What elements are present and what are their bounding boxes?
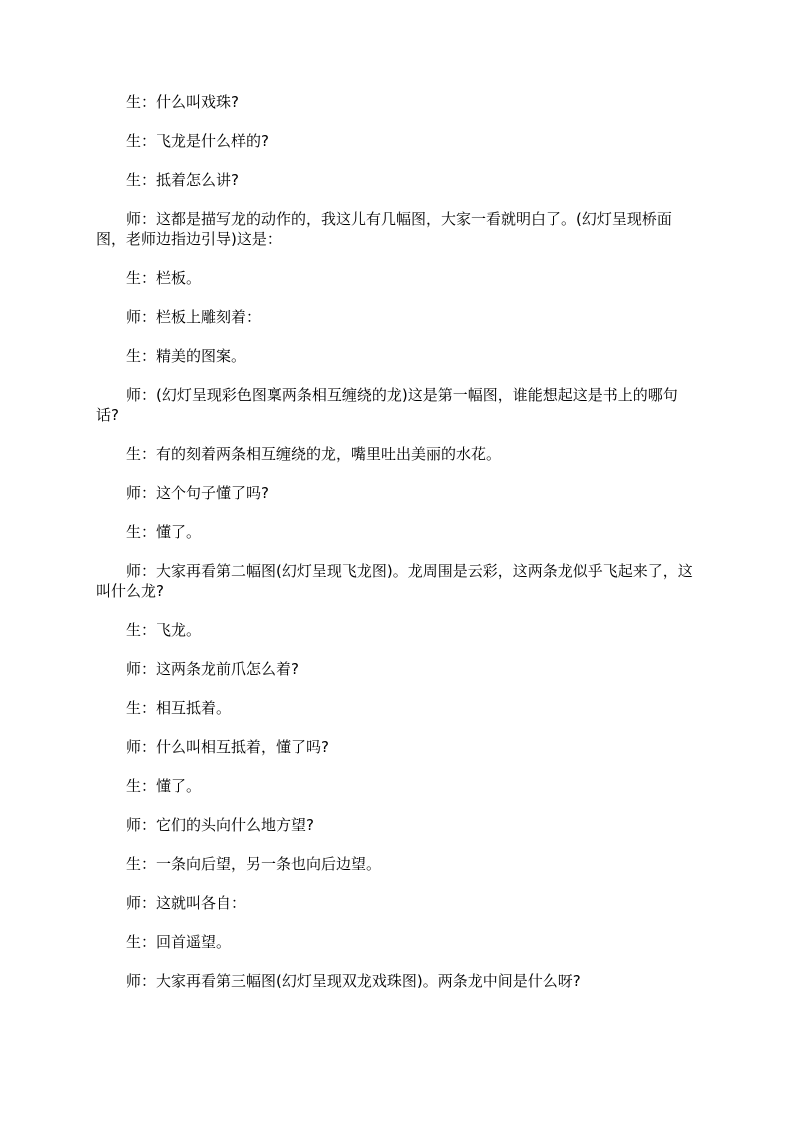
paragraph: 生：抵着怎么讲? bbox=[126, 171, 239, 189]
paragraph: 生：精美的图案。 bbox=[126, 347, 247, 365]
paragraph: 师：大家再看第三幅图(幻灯呈现双龙戏珠图)。两条龙中间是什么呀? bbox=[126, 972, 581, 990]
paragraph: 生：回首遥望。 bbox=[126, 933, 232, 951]
paragraph: 师：(幻灯呈现彩色图稟两条相互缠绕的龙)这是第一幅图，谁能想起这是书上的哪句话? bbox=[96, 386, 678, 424]
paragraph: 生：一条向后望，另一条也向后边望。 bbox=[126, 855, 382, 873]
document-body bbox=[96, 92, 700, 1010]
paragraph: 师：这两条龙前爪怎么着? bbox=[126, 660, 299, 678]
paragraph: 师：这个句子懂了吗? bbox=[126, 484, 269, 502]
paragraph: 生：栏板。 bbox=[126, 269, 202, 287]
paragraph: 生：飞龙。 bbox=[126, 621, 202, 639]
paragraph: 生：相互抵着。 bbox=[126, 699, 232, 717]
paragraph: 师：这就叫各自： bbox=[126, 894, 247, 912]
paragraph: 师：栏板上雕刻着： bbox=[126, 308, 262, 326]
paragraph: 师：什么叫相互抵着，懂了吗? bbox=[126, 738, 329, 756]
paragraph: 生：有的刻着两条相互缠绕的龙，嘴里吐出美丽的水花。 bbox=[126, 445, 502, 463]
paragraph: 生：懂了。 bbox=[126, 777, 202, 795]
paragraph: 师：它们的头向什么地方望? bbox=[126, 816, 314, 834]
paragraph: 师：这都是描写龙的动作的，我这儿有几幅图，大家一看就明白了。(幻灯呈现桥面图，老师边指边引导)这是： bbox=[96, 210, 672, 248]
paragraph: 生：什么叫戏珠? bbox=[126, 93, 239, 111]
paragraph: 师：大家再看第二幅图(幻灯呈现飞龙图)。龙周围是云彩，这两条龙似乎飞起来了，这叫什么龙? bbox=[96, 562, 693, 600]
paragraph: 生：懂了。 bbox=[126, 523, 202, 541]
paragraph: 生：飞龙是什么样的? bbox=[126, 132, 269, 150]
